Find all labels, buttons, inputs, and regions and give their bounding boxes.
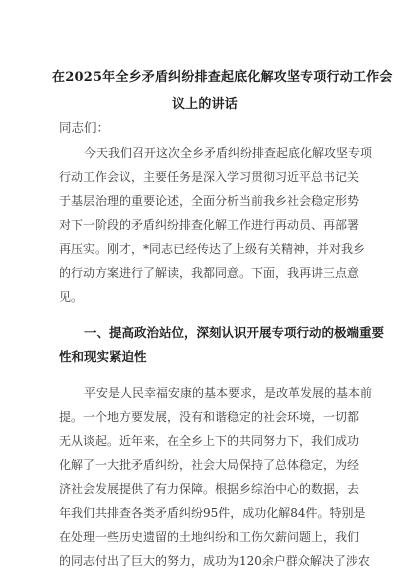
title-line-2: 议上的讲话 <box>171 97 238 112</box>
paragraph-line: 的同志付出了巨大的努力，成功为120余户群众解决了涉农 <box>59 554 370 568</box>
paragraph-line: 济社会发展提供了有力保障。根据乡综治中心的数据，去 <box>59 482 360 496</box>
section-heading-line-2: 性和现实紧迫性 <box>59 349 147 364</box>
paragraph-line: 平安是人民幸福安康的基本要求，是改革发展的基本前 <box>84 386 373 400</box>
paragraph-line: 见。 <box>59 290 84 304</box>
paragraph-line: 的行动方案进行了解读，我都同意。下面，我再讲三点意 <box>59 266 360 280</box>
section-heading-line-1: 一、提高政治站位，深刻认识开展专项行动的极端重要 <box>84 325 385 340</box>
paragraph-line: 无从谈起。近年来，在全乡上下的共同努力下，我们成功 <box>59 434 360 448</box>
title-line-1: 在2025年全乡矛盾纠纷排查起底化解攻坚专项行动工作会 <box>52 70 393 85</box>
paragraph-line: 行动工作会议，主要任务是深入学习贯彻习近平总书记关 <box>59 170 360 184</box>
paragraph-line: 今天我们召开这次全乡矛盾纠纷排查起底化解攻坚专项 <box>84 146 373 160</box>
paragraph-line: 年我们共排查各类矛盾纠纷95件，成功化解84件。特别是 <box>59 506 366 520</box>
paragraph-line: 于基层治理的重要论述，全面分析当前我乡社会稳定形势 <box>59 194 360 208</box>
paragraph-line: 提。一个地方要发展，没有和谐稳定的社会环境，一切都 <box>59 410 360 424</box>
document-title <box>52 64 393 118</box>
salutation: 同志们： <box>59 120 110 135</box>
paragraph-line: 在处理一些历史遗留的土地纠纷和工伤欠薪问题上，我们 <box>59 530 360 544</box>
paragraph-line: 再压实。刚才，*同志已经传达了上级有关精神，并对我乡 <box>59 242 366 256</box>
paragraph-line: 化解了一大批矛盾纠纷，社会大局保持了总体稳定，为经 <box>59 458 360 472</box>
paragraph-line: 对下一阶段的矛盾纠纷排查化解工作进行再动员、再部署 <box>59 218 360 232</box>
